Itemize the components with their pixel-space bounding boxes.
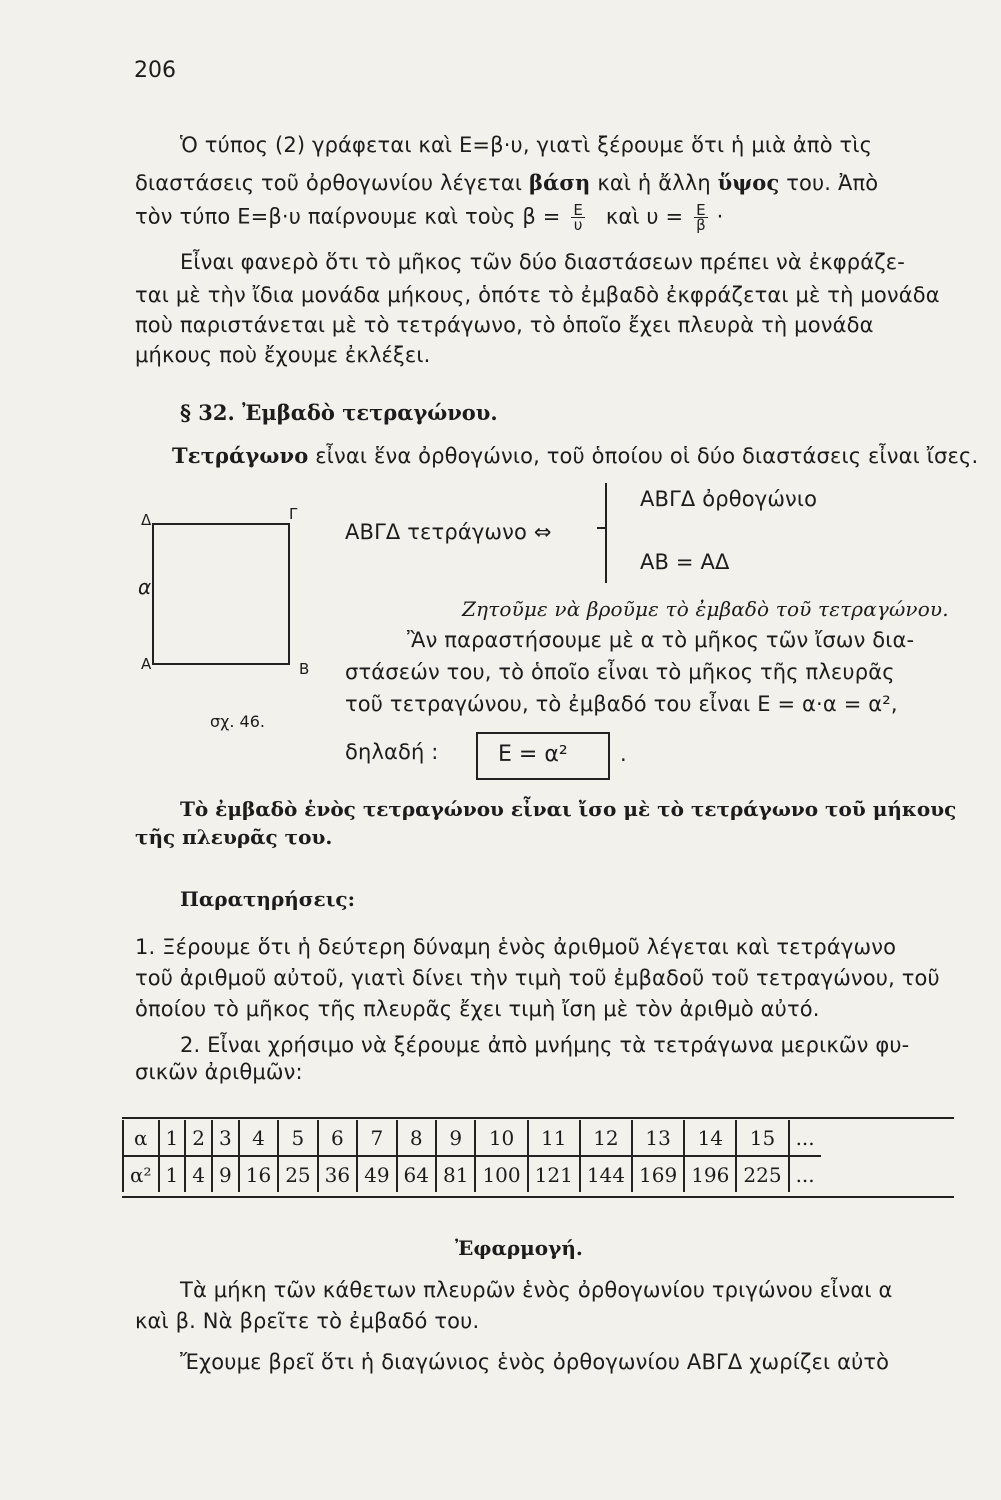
remark1-line1: 1. Ξέρουμε ὅτι ἡ δεύτερη δύναμη ἑνὸς ἀριθμοῦ λέγεται καὶ τετράγωνο (135, 935, 897, 959)
fraction-E-over-u: $\frac{E}{\upsilon}$ (573, 201, 583, 234)
term-base: βάση (529, 170, 591, 195)
equivalence-left: ΑΒΓΔ τετράγωνο ⇔ (345, 520, 552, 544)
para2-line4: μήκους ποὺ ἔχουμε ἐκλέξει. (135, 343, 431, 367)
formula-period: . (620, 742, 627, 766)
rule-line1: Τὸ ἐμβαδὸ ἑνὸς τετραγώνου εἶναι ἴσο μὲ τὸ τετράγωνο τοῦ μήκους (180, 797, 957, 821)
para3-line4: τοῦ τετραγώνου, τὸ ἐμβαδό του εἶναι Ε = α·α = α², (345, 692, 898, 716)
square-definition: Τετράγωνο εἶναι ἕνα ὀρθογώνιο, τοῦ ὁποίου οἱ δύο διαστάσεις εἶναι ἴσες. (172, 443, 979, 468)
vertex-label-d: Δ (141, 511, 152, 529)
vertex-label-b: Β (299, 660, 310, 678)
application-heading: Ἐφαρμογή. (455, 1236, 583, 1260)
condition-equal-sides: ΑΒ = ΑΔ (640, 550, 730, 574)
para1-line1: Ὁ τύπος (2) γράφεται καὶ Ε=β·υ, γιατὶ ξέρουμε ὅτι ἡ μιὰ ἀπὸ τὶς (180, 133, 873, 157)
remark2-line1: 2. Εἶναι χρήσιμο νὰ ξέρουμε ἀπὸ μνήμης τὰ τετράγωνα μερικῶν φυ- (180, 1033, 910, 1057)
application-line3: Ἔχουμε βρεῖ ὅτι ἡ διαγώνιος ἑνὸς ὀρθογωνίου ΑΒΓΔ χωρίζει αὐτὸ (180, 1350, 890, 1374)
table-top-rule (122, 1117, 954, 1119)
para2-line2: ται μὲ τὴν ἴδια μονάδα μήκους, ὁπότε τὸ ἐμβαδὸ ἐκφράζεται μὲ τὴ μονάδα (135, 283, 940, 307)
section-heading: § 32. Ἐμβαδὸ τετραγώνου. (180, 400, 498, 425)
fraction-E-over-b: $\frac{E}{\beta}$ (696, 201, 706, 234)
brace-bracket (605, 483, 617, 583)
condition-rectangle: ΑΒΓΔ ὀρθογώνιο (640, 487, 818, 511)
remark2-line2: σικῶν ἀριθμῶν: (135, 1060, 303, 1084)
table-row-numbers: α 1 2 3 4 5 6 7 8 9 10 11 12 13 14 15 ... (123, 1120, 821, 1156)
remark1-line2: τοῦ ἀριθμοῦ αὐτοῦ, γιατὶ δίνει τὴν τιμὴ τοῦ ἐμβαδοῦ τοῦ τετραγώνου, τοῦ (135, 966, 940, 990)
table-row-squares: α² 1 4 9 16 25 36 49 64 81 100 121 144 169 196 225 ... (123, 1156, 821, 1192)
para2-line3: ποὺ παριστάνεται μὲ τὸ τετράγωνο, τὸ ὁποῖο ἔχει πλευρὰ τὴ μονάδα (135, 313, 874, 337)
para3-line3: στάσεών του, τὸ ὁποῖο εἶναι τὸ μῆκος τῆς πλευρᾶς (345, 660, 895, 684)
remark1-line3: ὁποίου τὸ μῆκος τῆς πλευρᾶς ἔχει τιμὴ ἴση μὲ τὸν ἀριθμὸ αὐτό. (135, 997, 820, 1021)
figure-caption: σχ. 46. (210, 712, 265, 731)
table-bottom-rule (122, 1196, 954, 1198)
application-line2: καὶ β. Νὰ βρεῖτε τὸ ἐμβαδό του. (135, 1309, 480, 1333)
para3-line2: Ἂν παραστήσουμε μὲ α τὸ μῆκος τῶν ἴσων δια- (407, 628, 915, 652)
application-line1: Τὰ μήκη τῶν κάθετων πλευρῶν ἑνὸς ὀρθογωνίου τριγώνου εἶναι α (180, 1278, 893, 1302)
vertex-label-a: Α (141, 655, 152, 673)
question-line: Ζητοῦμε νὰ βροῦμε τὸ ἐμβαδὸ τοῦ τετραγώνου. (462, 597, 949, 621)
area-formula: Ε = α² (498, 742, 568, 767)
rule-line2: τῆς πλευρᾶς του. (135, 825, 333, 849)
remarks-heading: Παρατηρήσεις: (180, 887, 355, 911)
formula-box (476, 732, 610, 780)
square-figure (152, 523, 290, 665)
para2-line1: Εἶναι φανερὸ ὅτι τὸ μῆκος τῶν δύο διαστάσεων πρέπει νὰ ἐκφράζε- (180, 250, 905, 274)
page-number: 206 (134, 58, 176, 83)
para3-line5: δηλαδή : (345, 740, 439, 764)
side-label-alpha: α (138, 575, 152, 599)
squares-table (122, 1120, 821, 1192)
para1-line3: τὸν τύπο Ε=β·υ παίρνουμε καὶ τοὺς β = $\frac{E}{\upsilon}$ καὶ υ = $\frac{E}{\beta}$ · (135, 201, 724, 234)
term-square: Τετράγωνο (172, 443, 309, 468)
para1-line2: διαστάσεις τοῦ ὀρθογωνίου λέγεται βάση καὶ ἡ ἄλλη ὕψος του. Ἀπὸ (135, 170, 879, 195)
term-height: ὕψος (717, 170, 780, 195)
vertex-label-g: Γ (289, 505, 298, 523)
